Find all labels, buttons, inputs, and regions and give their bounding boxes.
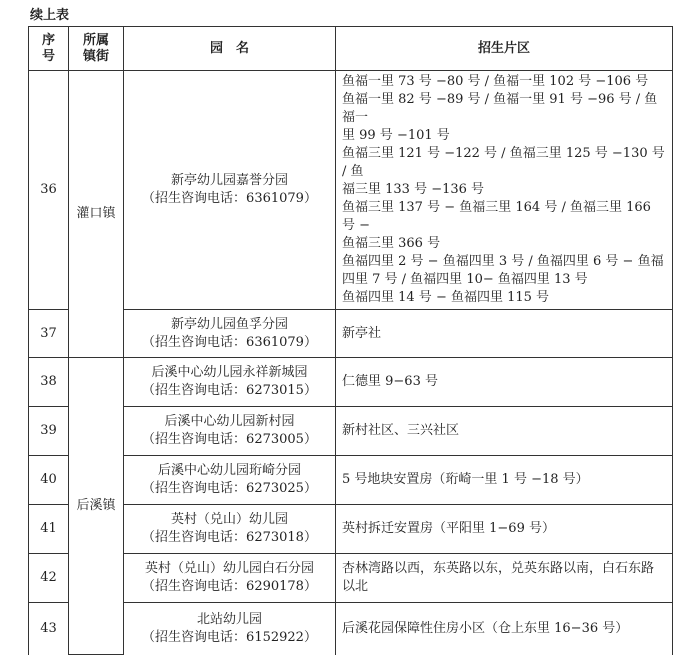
area-line: 以北 [342,579,369,594]
enrollment-table [28,26,673,655]
row-number: 38 [29,358,69,407]
park-cell [124,310,336,358]
park-phone: （招生咨询电话：6273015） [142,383,317,398]
park-cell [124,505,336,554]
header-index-text: 号 [41,48,55,64]
park-phone: （招生咨询电话：6273025） [142,481,317,496]
row-number: 43 [29,603,69,655]
area-line: 鱼福四里 14 号 − 鱼福四里 115 号 [342,290,550,305]
park-phone: （招生咨询电话：6290178） [142,579,317,594]
area-cell [336,407,673,456]
area-cell [336,358,673,407]
area-line: 鱼福三里 137 号 − 鱼福三里 164 号 / 鱼福三里 166 号 − [342,200,651,233]
area-line: 英村拆迁安置房（平阳里 1−69 号） [342,521,555,536]
park-cell [124,554,336,603]
park-name: 后溪中心幼儿园珩崎分园 [157,463,301,478]
park-phone: （招生咨询电话：6361079） [142,191,317,206]
row-number: 41 [29,505,69,554]
row-number: 39 [29,407,69,456]
header-town [69,27,124,71]
table-row [29,71,673,310]
table-caption: 续上表 [30,8,70,23]
park-phone: （招生咨询电话：6361079） [142,334,317,350]
row-number: 40 [29,456,69,505]
header-town-text: 所属 [82,32,109,48]
area-line: 新亭社 [342,325,382,341]
table-row [29,407,673,456]
park-cell [124,603,336,655]
area-line: 后溪花园保障性住房小区（仓上东里 16−36 号） [342,620,629,636]
park-cell [124,456,336,505]
header-index-text: 序 [41,32,55,48]
park-cell [124,407,336,456]
area-cell [336,71,673,310]
area-line: 鱼福一里 82 号 −89 号 / 鱼福一里 91 号 −96 号 / 鱼福一 [342,92,658,125]
table-row [29,505,673,554]
area-cell [336,554,673,603]
table-row [29,310,673,358]
area-line: 杏林湾路以西，东英路以东，兑英东路以南，白石东路 [342,561,655,576]
area-line: 5 号地块安置房（珩崎一里 1 号 −18 号） [342,472,589,487]
park-phone: （招生咨询电话：6273018） [142,530,317,545]
header-park: 园 名 [124,27,336,71]
area-cell [336,310,673,358]
area-line: 鱼福一里 73 号 −80 号 / 鱼福一里 102 号 −106 号 [342,74,649,89]
area-line: 四里 7 号 / 鱼福四里 10− 鱼福四里 13 号 [342,272,588,287]
town-cell: 灌口镇 [69,71,124,358]
park-name: 后溪中心幼儿园新村园 [164,414,295,429]
table-row [29,603,673,655]
area-cell [336,505,673,554]
area-cell [336,456,673,505]
park-name: 英村（兑山）幼儿园白石分园 [144,561,314,576]
area-line: 鱼福三里 121 号 −122 号 / 鱼福三里 125 号 −130 号 / 鱼 [342,146,665,179]
row-number: 37 [29,310,69,358]
park-name: 后溪中心幼儿园永祥新城园 [151,365,308,380]
row-number: 36 [29,71,69,310]
park-phone: （招生咨询电话：6152922） [142,629,317,645]
area-line: 福三里 133 号 −136 号 [342,182,485,197]
row-number: 42 [29,554,69,603]
park-name: 英村（兑山）幼儿园 [170,512,288,527]
park-name: 新亭幼儿园嘉誉分园 [170,173,288,188]
area-cell [336,603,673,655]
area-line: 鱼福三里 366 号 [342,236,441,251]
park-phone: （招生咨询电话：6273005） [142,432,317,447]
park-name: 新亭幼儿园鱼孚分园 [170,316,288,332]
town-cell: 后溪镇 [69,358,124,655]
park-cell [124,71,336,310]
area-line: 新村社区、三兴社区 [342,423,460,438]
header-row [29,27,673,71]
area-line: 仁德里 9−63 号 [342,374,438,389]
header-area: 招生片区 [336,27,673,71]
park-cell [124,358,336,407]
table-row [29,554,673,603]
park-name: 北站幼儿园 [196,611,262,627]
table-row [29,358,673,407]
header-town-text: 镇街 [82,48,109,64]
area-line: 里 99 号 −101 号 [342,128,450,143]
header-index [29,27,69,71]
table-row [29,456,673,505]
area-line: 鱼福四里 2 号 − 鱼福四里 3 号 / 鱼福四里 6 号 − 鱼福 [342,254,664,269]
